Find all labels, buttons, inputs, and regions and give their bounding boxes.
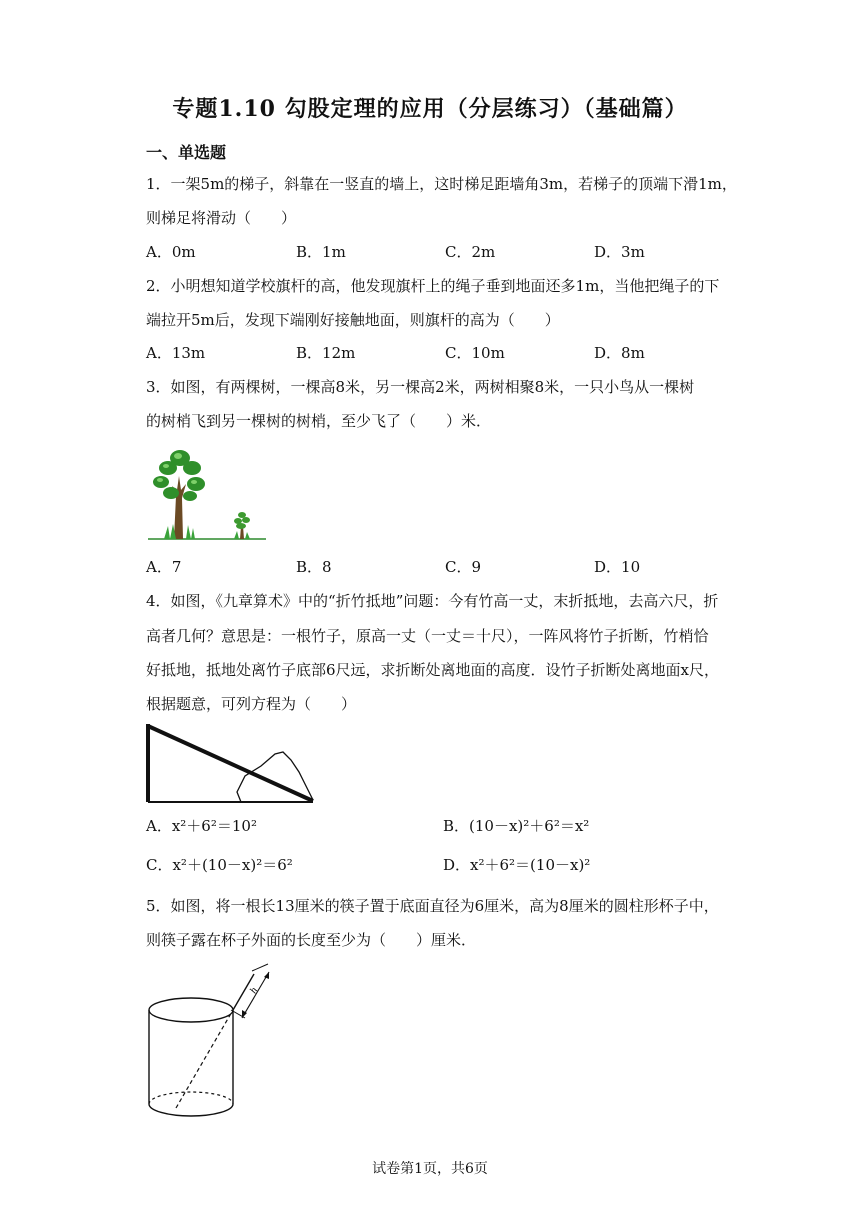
broken-bamboo-figure <box>145 722 317 804</box>
q4-line-4: 根据题意，可列方程为（ ） <box>146 695 357 713</box>
q5-line-1: 5．如图，将一根长13厘米的筷子置于底面直径为6厘米，高为8厘米的圆柱形杯子中， <box>146 897 719 915</box>
q2-option-c[interactable]: C．10m <box>445 344 505 362</box>
q4-option-a[interactable]: A．x²＋6²＝10² <box>146 817 257 835</box>
page-title: 专题1.10 勾股定理的应用（分层练习）（基础篇） <box>172 96 688 122</box>
q2-line-1: 2．小明想知道学校旗杆的高，他发现旗杆上的绳子垂到地面还多1m，当他把绳子的下 <box>146 277 720 295</box>
section-heading: 一、单选题 <box>146 143 227 162</box>
cup-chopstick-figure <box>146 960 276 1132</box>
q2-option-a[interactable]: A．13m <box>146 344 206 362</box>
q3-line-1: 3．如图，有两棵树，一棵高8米，另一棵高2米，两树相聚8米，一只小鸟从一棵树 <box>146 378 695 396</box>
q4-line-2: 高者几何？意思是：一根竹子，原高一丈（一丈＝十尺），一阵风将竹子折断，竹梢恰 <box>146 627 709 645</box>
page-footer: 试卷第1页，共6页 <box>372 1161 488 1177</box>
q4-line-1: 4．如图，《九章算术》中的“折竹抵地”问题：今有竹高一丈，末折抵地，去高六尺，折 <box>146 592 719 610</box>
q4-option-c[interactable]: C．x²＋(10－x)²＝6² <box>146 856 293 874</box>
dimension-label: h <box>248 985 261 996</box>
q2-line-2: 端拉开5m后，发现下端刚好接触地面，则旗杆的高为（ ） <box>146 311 560 329</box>
q1-line-2: 则梯足将滑动（ ） <box>146 209 297 227</box>
q4-option-d[interactable]: D．x²＋6²＝(10－x)² <box>443 856 591 874</box>
q2-option-d[interactable]: D．8m <box>594 344 645 362</box>
q3-line-2: 的树梢飞到另一棵树的树梢，至少飞了（ ）米． <box>146 412 492 430</box>
q3-option-c[interactable]: C．9 <box>445 558 482 576</box>
q3-option-d[interactable]: D．10 <box>594 558 641 576</box>
q5-line-2: 则筷子露在杯子外面的长度至少为（ ）厘米． <box>146 931 477 949</box>
q4-line-3: 好抵地，抵地处离竹子底部6尺远，求折断处离地面的高度．设竹子折断处离地面x尺， <box>146 661 720 679</box>
two-trees-figure <box>146 446 268 544</box>
q2-option-b[interactable]: B．12m <box>296 344 356 362</box>
q1-line-1: 1．一架5m的梯子，斜靠在一竖直的墙上，这时梯足距墙角3m，若梯子的顶端下滑1m， <box>146 175 737 193</box>
q4-option-b[interactable]: B．(10－x)²＋6²＝x² <box>443 817 590 835</box>
q1-option-a[interactable]: A．0m <box>146 243 196 261</box>
q3-option-a[interactable]: A．7 <box>146 558 182 576</box>
q1-option-b[interactable]: B．1m <box>296 243 346 261</box>
q3-option-b[interactable]: B．8 <box>296 558 332 576</box>
q1-option-c[interactable]: C．2m <box>445 243 496 261</box>
q1-option-d[interactable]: D．3m <box>594 243 645 261</box>
